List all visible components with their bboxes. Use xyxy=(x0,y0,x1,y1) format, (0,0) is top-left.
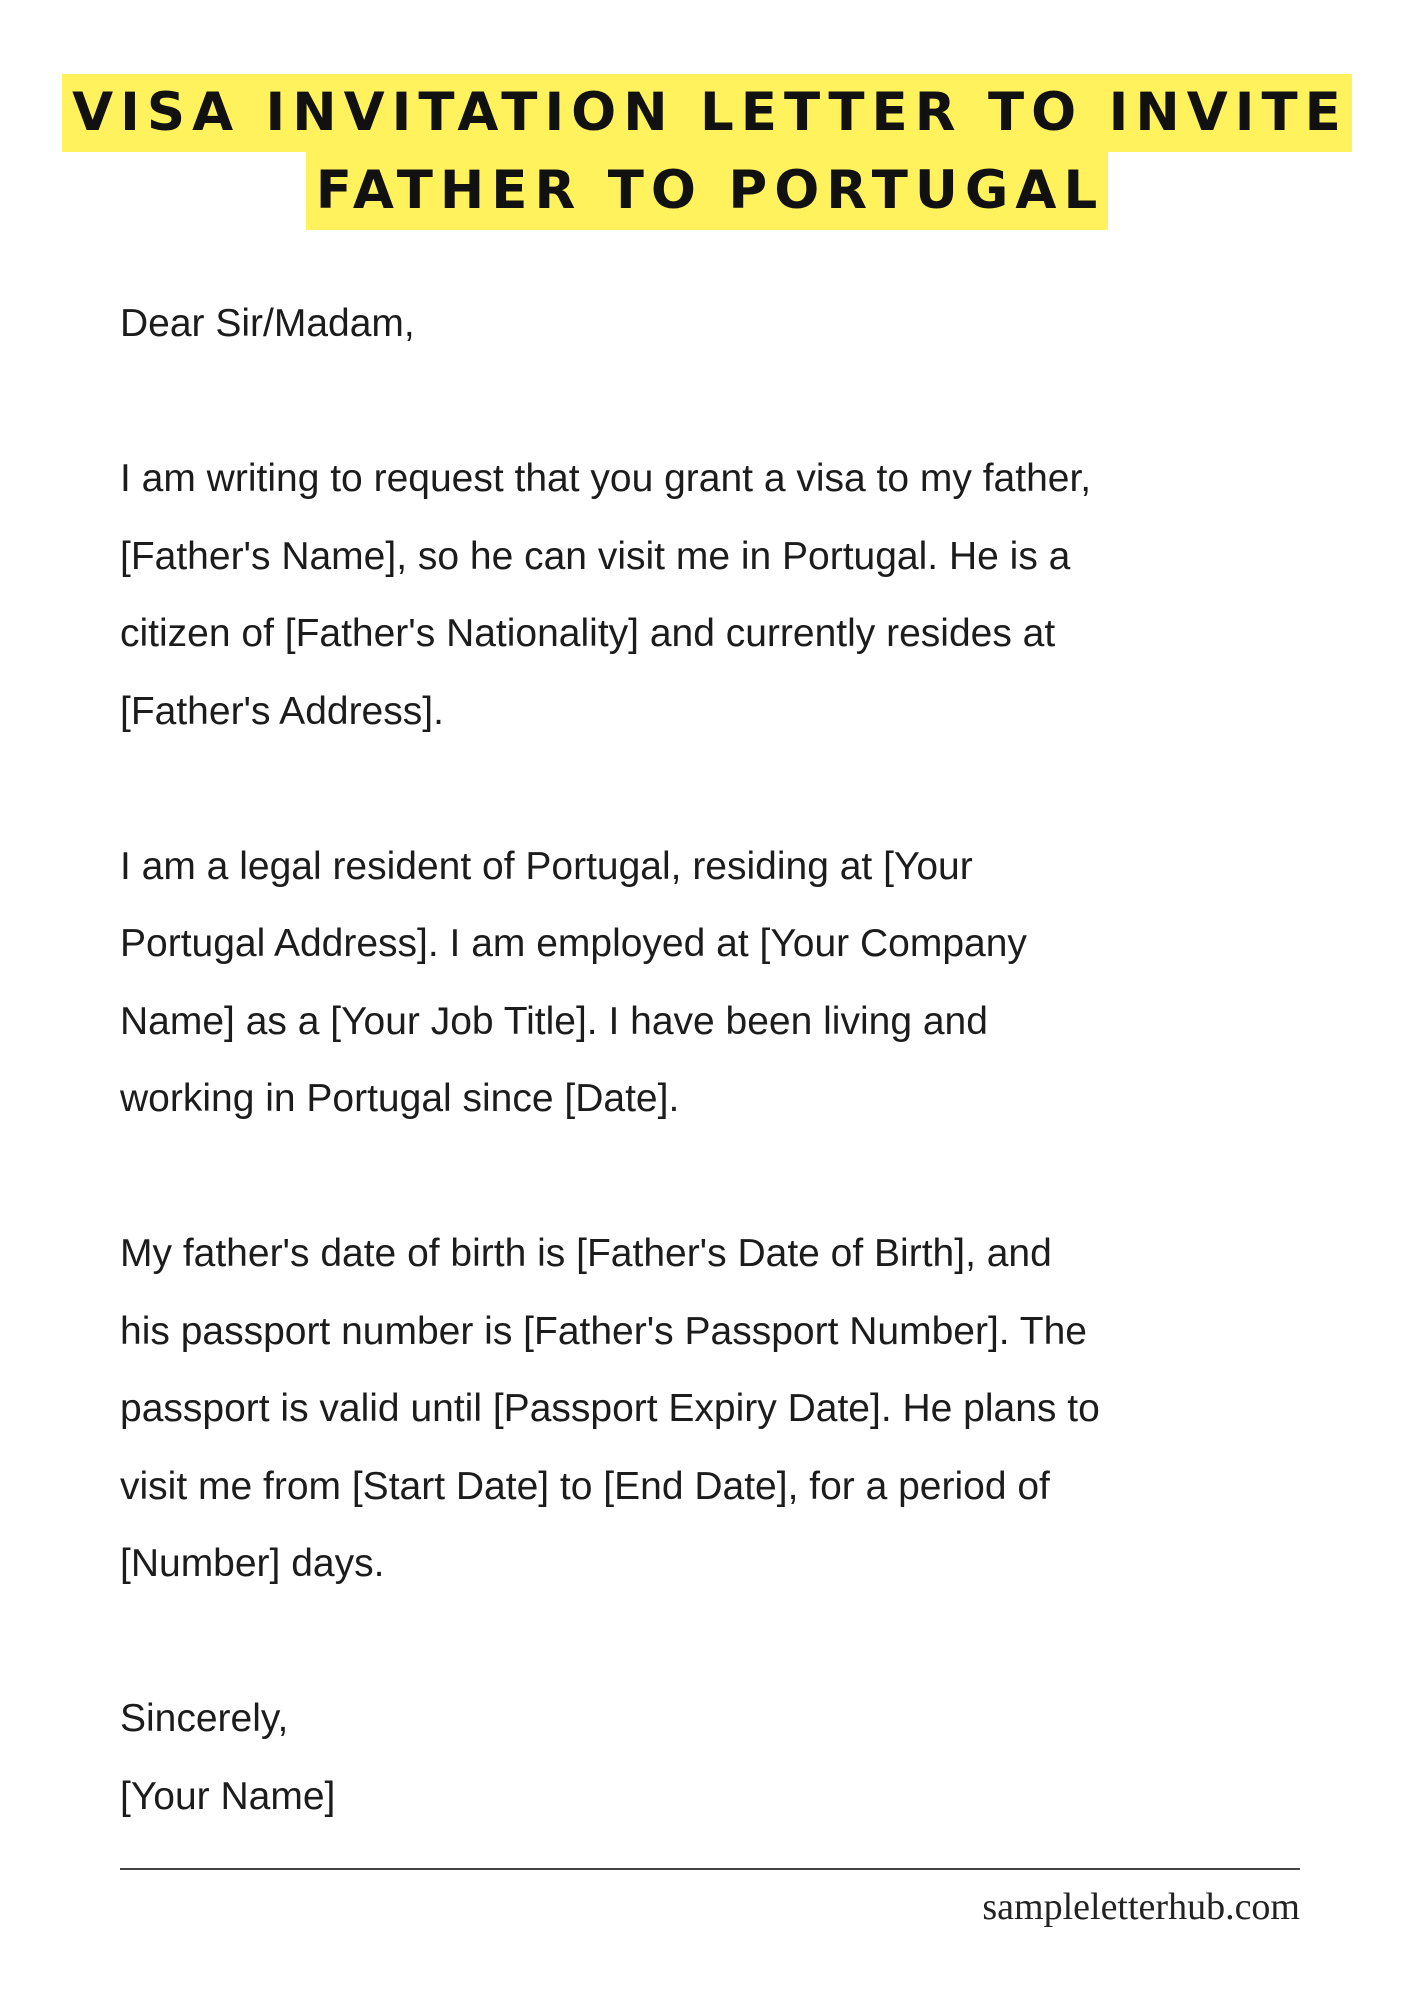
paragraph-3-line: visit me from [Start Date] to [End Date], for a period of xyxy=(120,1464,1050,1508)
paragraph-3-line: passport is valid until [Passport Expiry Date]. He plans to xyxy=(120,1387,1100,1430)
paragraph-3-line: [Number] days. xyxy=(120,1542,385,1585)
paragraph-2-line: working in Portugal since [Date]. xyxy=(120,1077,680,1120)
footer-site-name: sampleletterhub.com xyxy=(982,1886,1300,1928)
footer-divider xyxy=(120,1868,1300,1870)
letter-body xyxy=(120,285,1360,1835)
paragraph-3 xyxy=(120,1215,1360,1603)
paragraph-1-line: [Father's Address]. xyxy=(120,689,444,733)
title-line-2: FATHER TO PORTUGAL xyxy=(306,152,1108,230)
signature: [Your Name] xyxy=(120,1774,336,1818)
paragraph-2-line: Name] as a [Your Job Title]. I have been living and xyxy=(120,999,988,1043)
closing: Sincerely, xyxy=(120,1697,289,1740)
paragraph-2 xyxy=(120,828,1360,1138)
paragraph-3-line: My father's date of birth is [Father's Date of Birth], and xyxy=(120,1232,1052,1275)
paragraph-1-line: citizen of [Father's Nationality] and currently resides at xyxy=(120,612,1056,655)
paragraph-1-line: I am writing to request that you grant a visa to my father, xyxy=(120,457,1092,500)
paragraph-1 xyxy=(120,440,1360,750)
paragraph-2-line: I am a legal resident of Portugal, residing at [Your xyxy=(120,844,973,888)
page-title xyxy=(0,74,1414,230)
title-line-1: VISA INVITATION LETTER TO INVITE xyxy=(62,74,1352,152)
salutation: Dear Sir/Madam, xyxy=(120,302,415,345)
paragraph-1-line: [Father's Name], so he can visit me in Portugal. He is a xyxy=(120,534,1071,578)
paragraph-2-line: Portugal Address]. I am employed at [Your Company xyxy=(120,922,1027,965)
paragraph-3-line: his passport number is [Father's Passport Number]. The xyxy=(120,1309,1087,1353)
